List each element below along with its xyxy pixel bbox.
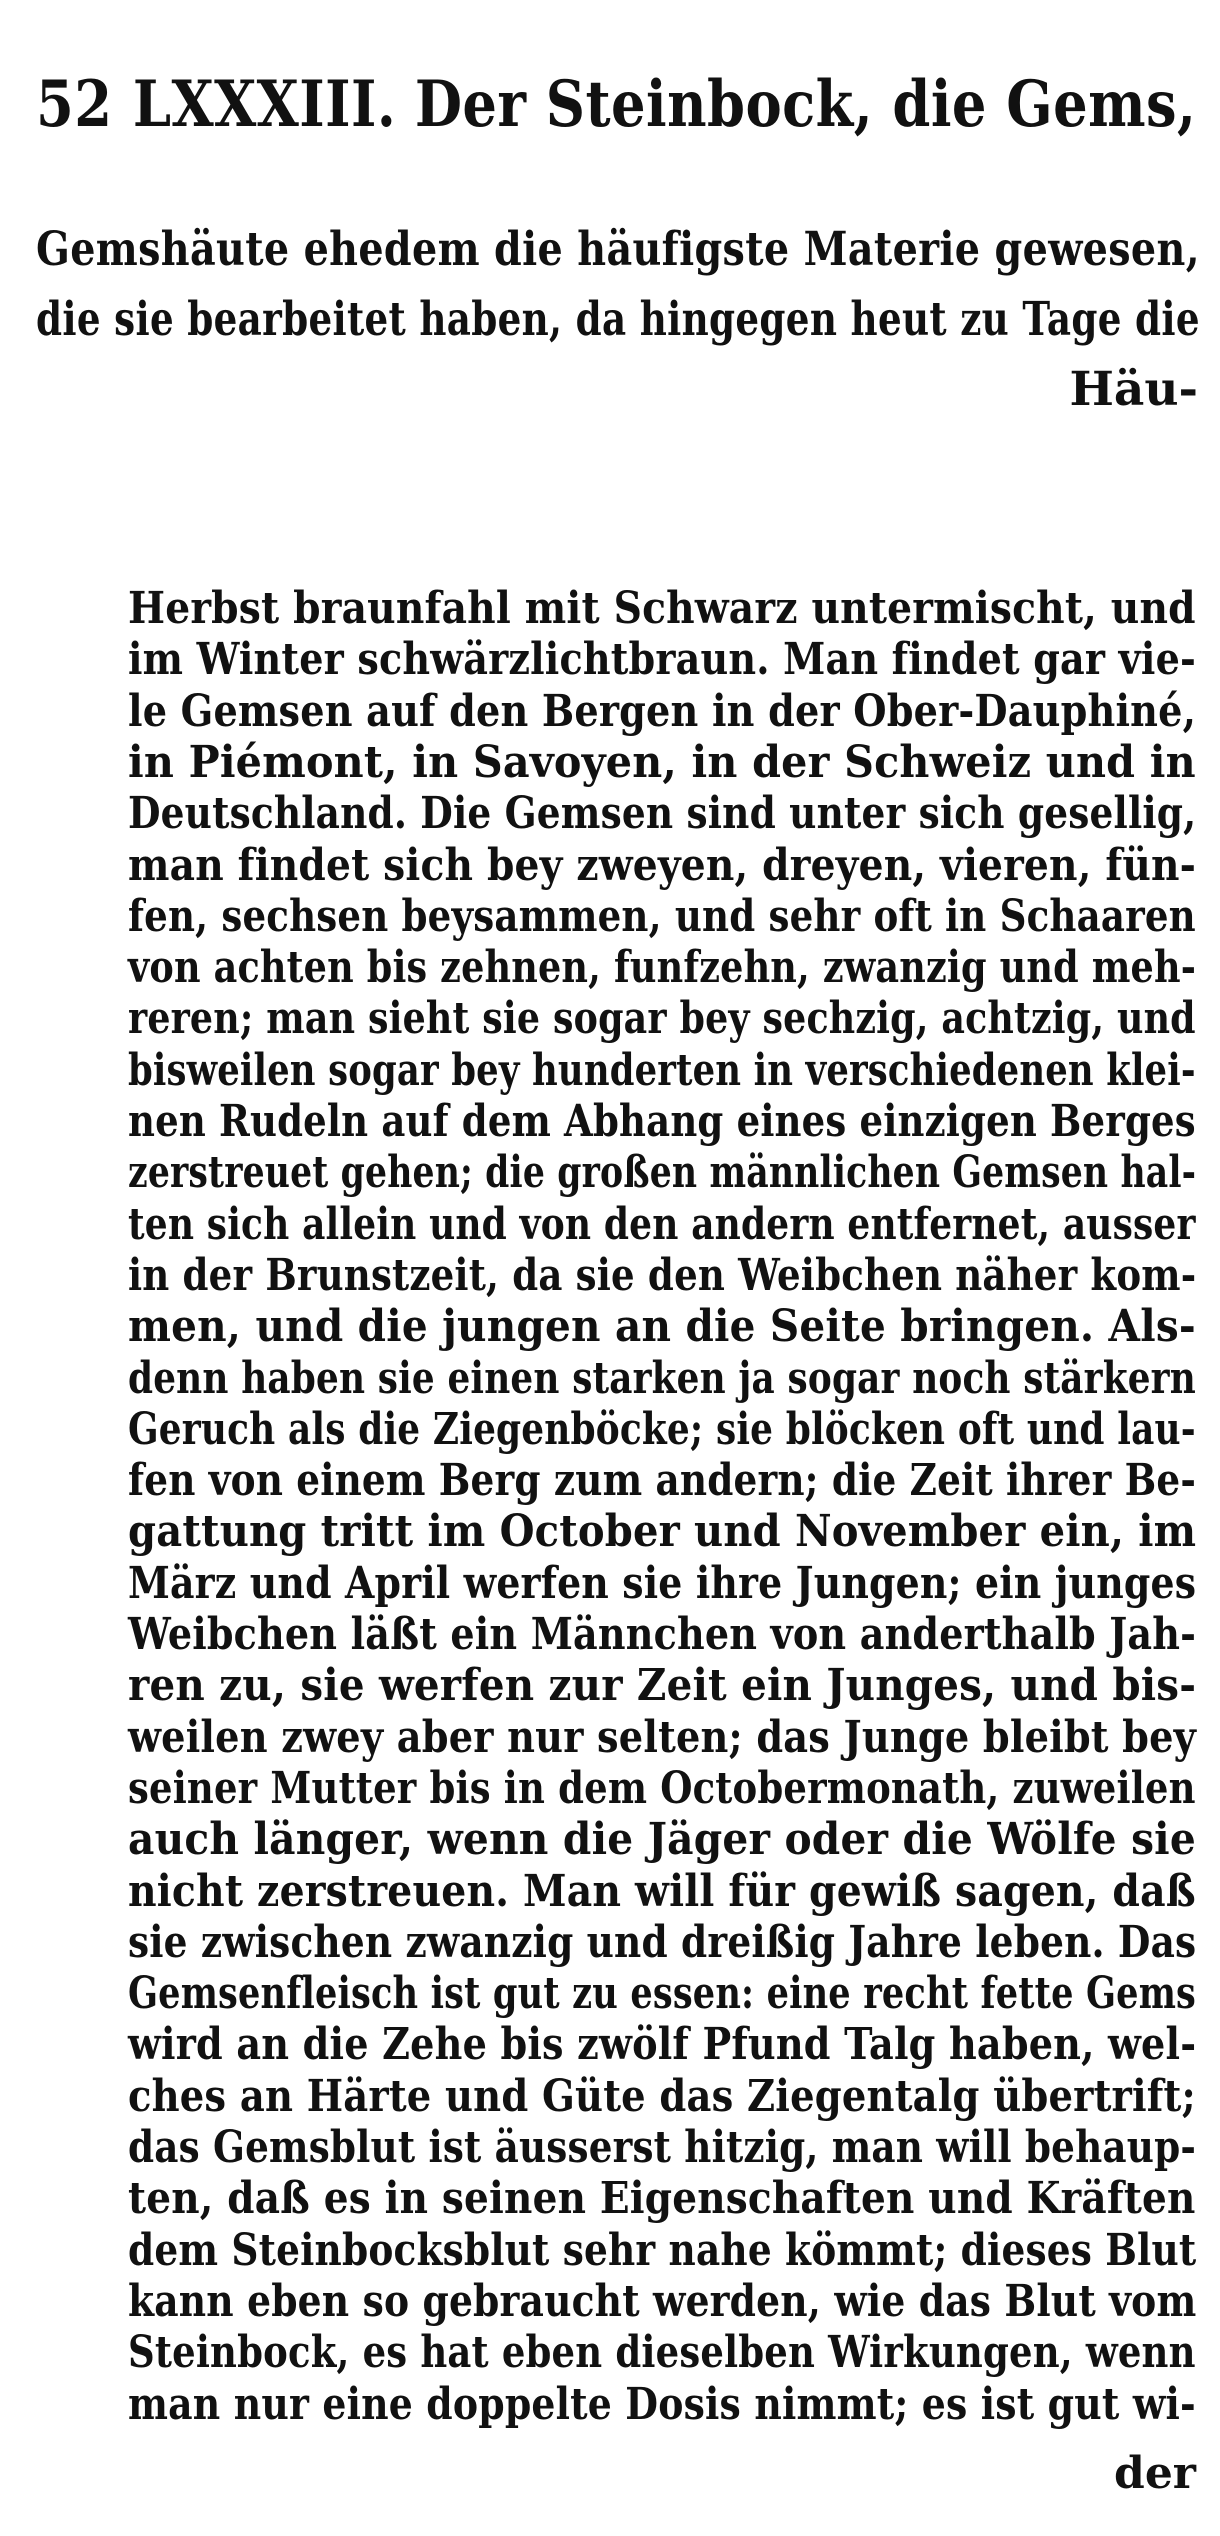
text-line: Deutschland. Die Gemsen sind unter sich gesellig, xyxy=(128,788,1197,840)
text-line: das Gemsblut ist äusserst hitzig, man will behaup- xyxy=(128,2122,1197,2173)
text-line: men, und die jungen an die Seite bringen. Als- xyxy=(128,1301,1196,1353)
text-line: nicht zerstreuen. Man will für gewiß sagen, daß xyxy=(128,1865,1196,1917)
text-line: ten, daß es in seinen Eigenschaften und Kräften xyxy=(128,2173,1196,2225)
text-line: seiner Mutter bis in dem Octobermonath, zuweilen xyxy=(128,1762,1196,1814)
text-line: von achten bis zehnen, funfzehn, zwanzig und meh- xyxy=(128,942,1197,994)
text-line: ches an Härte und Güte das Ziegentalg übertrift; xyxy=(128,2070,1196,2122)
text-line: reren; man sieht sie sogar bey sechzig, achtzig, und xyxy=(128,993,1196,1045)
chapter-title: Der Steinbock, die Gems, xyxy=(414,67,1197,142)
text-line: kann eben so gebraucht werden, wie das Blut vom xyxy=(128,2275,1197,2327)
text-line: zerstreuet gehen; die großen männlichen Gemsen hal- xyxy=(128,1147,1197,1199)
text-line: sie zwischen zwanzig und dreißig Jahre leben. Das xyxy=(128,1916,1197,1968)
text-line: man findet sich bey zweyen, dreyen, vieren, fün- xyxy=(128,839,1197,891)
text-line: Gemshäute ehedem die häufigste Materie gewesen, xyxy=(36,222,1200,277)
text-line: die sie bearbeitet haben, da hingegen heut zu Tage die xyxy=(36,292,1200,347)
text-line: Gemsenfleisch ist gut zu essen: eine recht fette Gems xyxy=(128,1968,1196,2020)
text-line: bisweilen sogar bey hunderten in verschiedenen klei- xyxy=(128,1044,1196,1096)
chapter-number: LXXXIII. xyxy=(132,67,397,142)
text-line: Geruch als die Ziegenböcke; sie blöcken oft und lau- xyxy=(128,1403,1196,1455)
text-line: man nur eine doppelte Dosis nimmt; es ist gut wi- xyxy=(128,2378,1196,2430)
text-line: in Piémont, in Savoyen, in der Schweiz und in xyxy=(128,736,1196,788)
catchword: der xyxy=(1114,2448,1196,2499)
text-line: ten sich allein und von den andern entfernet, ausser xyxy=(128,1198,1196,1250)
text-line: Weibchen läßt ein Männchen von anderthalb Jah- xyxy=(128,1609,1197,1660)
text-line: auch länger, wenn die Jäger oder die Wölfe sie xyxy=(128,1814,1196,1866)
text-line: Steinbock, es hat eben dieselben Wirkungen, wenn xyxy=(128,2327,1196,2379)
text-line: fen, sechsen beysammen, und sehr oft in Schaaren xyxy=(128,890,1196,942)
text-line: le Gemsen auf den Bergen in der Ober-Dauphiné, xyxy=(128,685,1197,737)
text-line: dem Steinbocksblut sehr nahe kömmt; dieses Blut xyxy=(128,2224,1197,2276)
text-line: gattung tritt im October und November ein, im xyxy=(128,1506,1197,1558)
text-line: weilen zwey aber nur selten; das Junge bleibt bey xyxy=(128,1711,1197,1763)
text-line: ren zu, sie werfen zur Zeit ein Junges, und bis- xyxy=(128,1660,1197,1712)
page-number: 52 xyxy=(36,67,113,142)
catchword: Häu- xyxy=(1069,362,1198,417)
text-line: im Winter schwärzlichtbraun. Man findet gar vie- xyxy=(128,634,1197,686)
text-line: nen Rudeln auf dem Abhang eines einzigen Berges xyxy=(128,1096,1196,1147)
text-line: in der Brunstzeit, da sie den Weibchen näher kom- xyxy=(128,1249,1197,1301)
text-line: fen von einem Berg zum andern; die Zeit ihrer Be- xyxy=(128,1455,1197,1507)
text-line: wird an die Zehe bis zwölf Pfund Talg haben, wel- xyxy=(128,2019,1197,2071)
text-line: März und April werfen sie ihre Jungen; ein junges xyxy=(128,1557,1197,1609)
text-line: Herbst braunfahl mit Schwarz untermischt, und xyxy=(128,583,1196,634)
running-header xyxy=(36,67,1197,142)
text-line: denn haben sie einen starken ja sogar noch stärkern xyxy=(128,1352,1196,1404)
